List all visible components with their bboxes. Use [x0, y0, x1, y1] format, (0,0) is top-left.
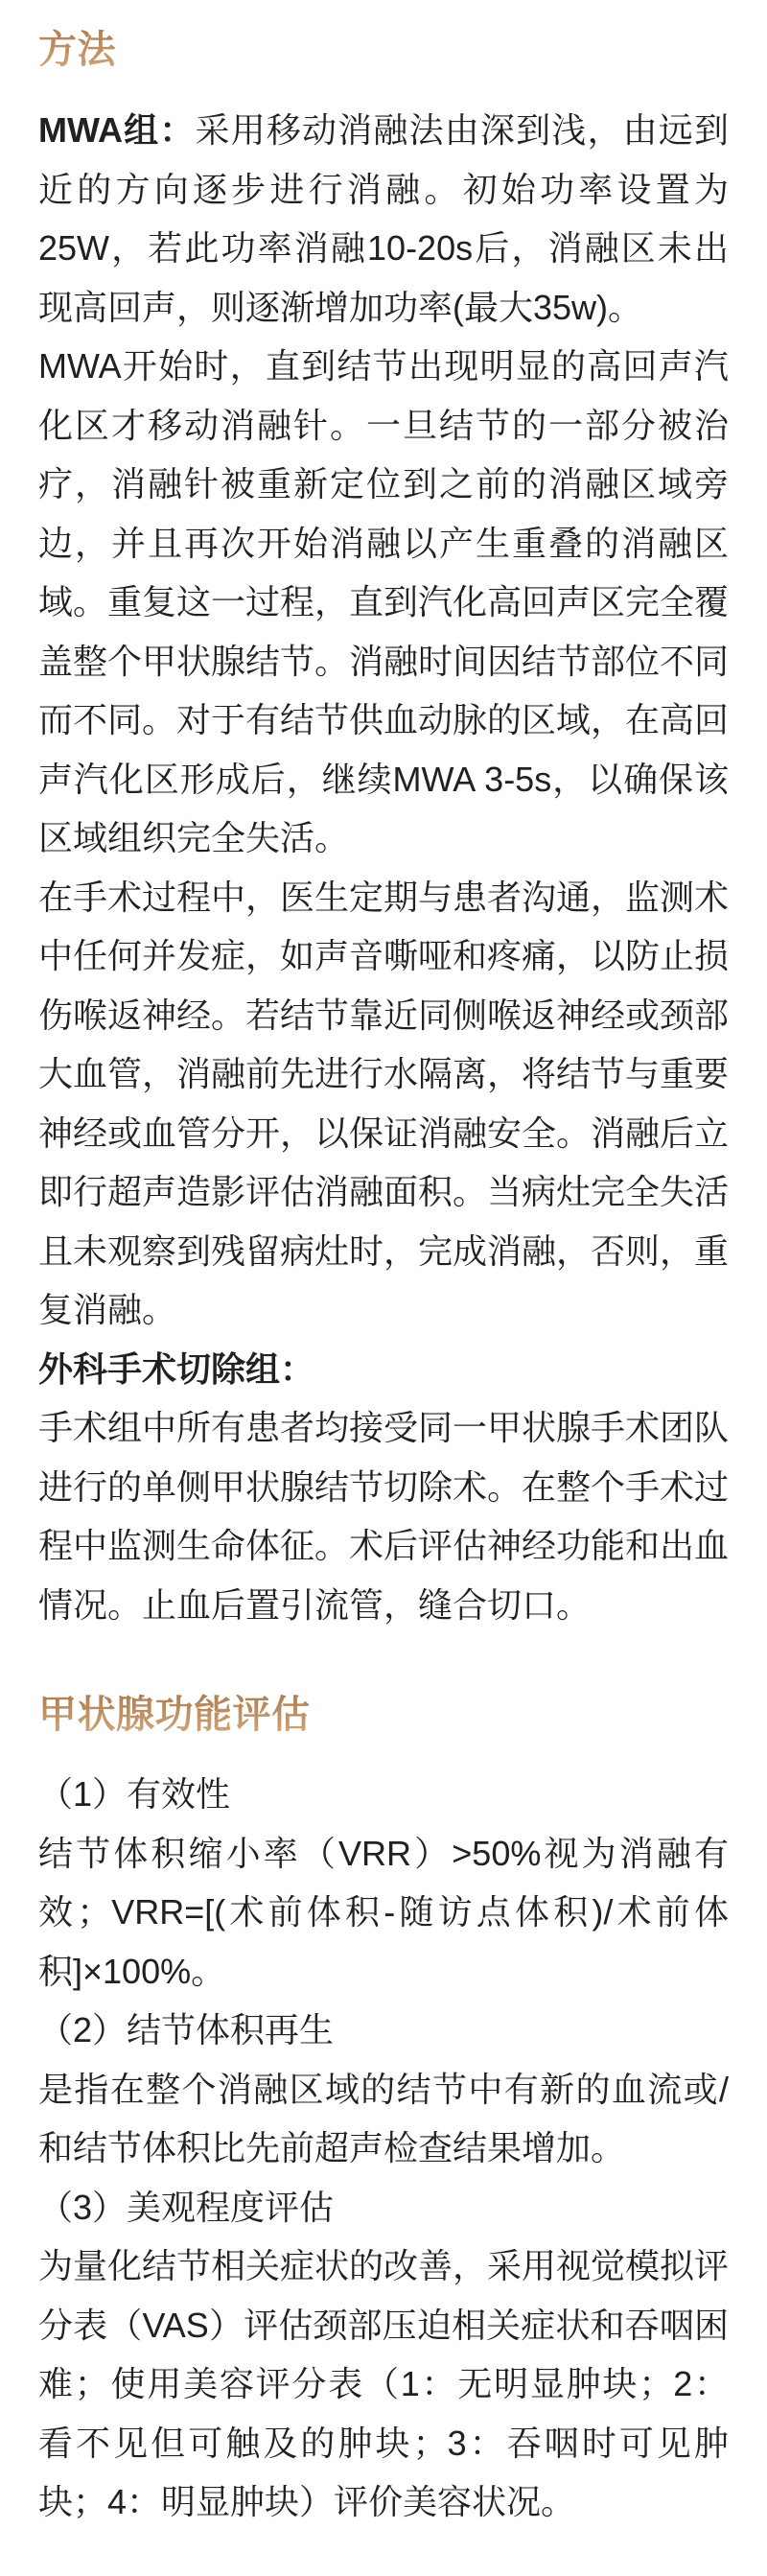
para-mwa-procedure [38, 337, 729, 868]
item-1-effectiveness-text: （1）有效性 [38, 1774, 231, 1814]
para-regeneration-definition [38, 2060, 729, 2178]
para-cosmetic-assessment [38, 2236, 729, 2532]
para-regeneration-definition-text: 是指在整个消融区域的结节中有新的血流或/和结节体积比先前超声检查结果增加。 [38, 2069, 729, 2167]
para-mwa-procedure-text: MWA开始时，直到结节出现明显的高回声汽化区才移动消融针。一旦结节的一部分被治疗，消融针被重新定位到之前的消融区域旁边，并且再次开始消融以产生重叠的消融区域。重复这一过程，直到汽化高回声区完全覆盖整个甲状腺结节。消融时间因结节部位不同而不同。对于有结节供血动脉的区域，在高回声汽化区形成后，继续MWA 3-5s，以确保该区域组织完全失活。 [38, 346, 730, 857]
section-heading-thyroid-function: 甲状腺功能评估 [38, 1690, 729, 1740]
para-surgery-group-label: 外科手术切除组： [38, 1348, 315, 1389]
item-2-regeneration-text: （2）结节体积再生 [38, 2010, 335, 2049]
para-mwa-group-text: 采用移动消融法由深到浅，由远到近的方向逐步进行消融。初始功率设置为25W，若此功率消融10-20s后，消融区未出现高回声，则逐渐增加功率(最大35w)。 [38, 110, 729, 327]
para-intraoperative-monitoring [38, 868, 729, 1340]
para-cosmetic-assessment-text: 为量化结节相关症状的改善，采用视觉模拟评分表（VAS）评估颈部压迫相关症状和吞咽困难；使用美容评分表（1：无明显肿块；2：看不见但可触及的肿块；3：吞咽时可见肿块；4：明显肿块）评价美容状况。 [38, 2246, 730, 2521]
para-surgery-group [38, 1398, 729, 1634]
section-heading-methods: 方法 [38, 25, 729, 75]
para-vrr-definition [38, 1824, 729, 2002]
para-intraoperative-monitoring-text: 在手术过程中，医生定期与患者沟通，监测术中任何并发症，如声音嘶哑和疼痛，以防止损伤喉返神经。若结节靠近同侧喉返神经或颈部大血管，消融前先进行水隔离，将结节与重要神经或血管分开，以保证消融安全。消融后立即行超声造影评估消融面积。当病灶完全失活且未观察到残留病灶时，完成消融，否则，重复消融。 [38, 877, 730, 1329]
item-3-cosmetic-text: （3）美观程度评估 [38, 2187, 335, 2227]
para-mwa-group-label: MWA组： [38, 110, 196, 150]
item-1-effectiveness [38, 1765, 729, 1824]
item-2-regeneration [38, 2001, 729, 2060]
para-surgery-group-label-line [38, 1340, 729, 1399]
para-surgery-group-text: 手术组中所有患者均接受同一甲状腺手术团队进行的单侧甲状腺结节切除术。在整个手术过程中监测生命体征。术后评估神经功能和出血情况。止血后置引流管，缝合切口。 [38, 1408, 730, 1625]
para-mwa-group [38, 101, 729, 337]
para-vrr-definition-text: 结节体积缩小率（VRR）>50%视为消融有效；VRR=[(术前体积-随访点体积)/术前体积]×100%。 [38, 1833, 729, 1991]
item-3-cosmetic [38, 2178, 729, 2237]
